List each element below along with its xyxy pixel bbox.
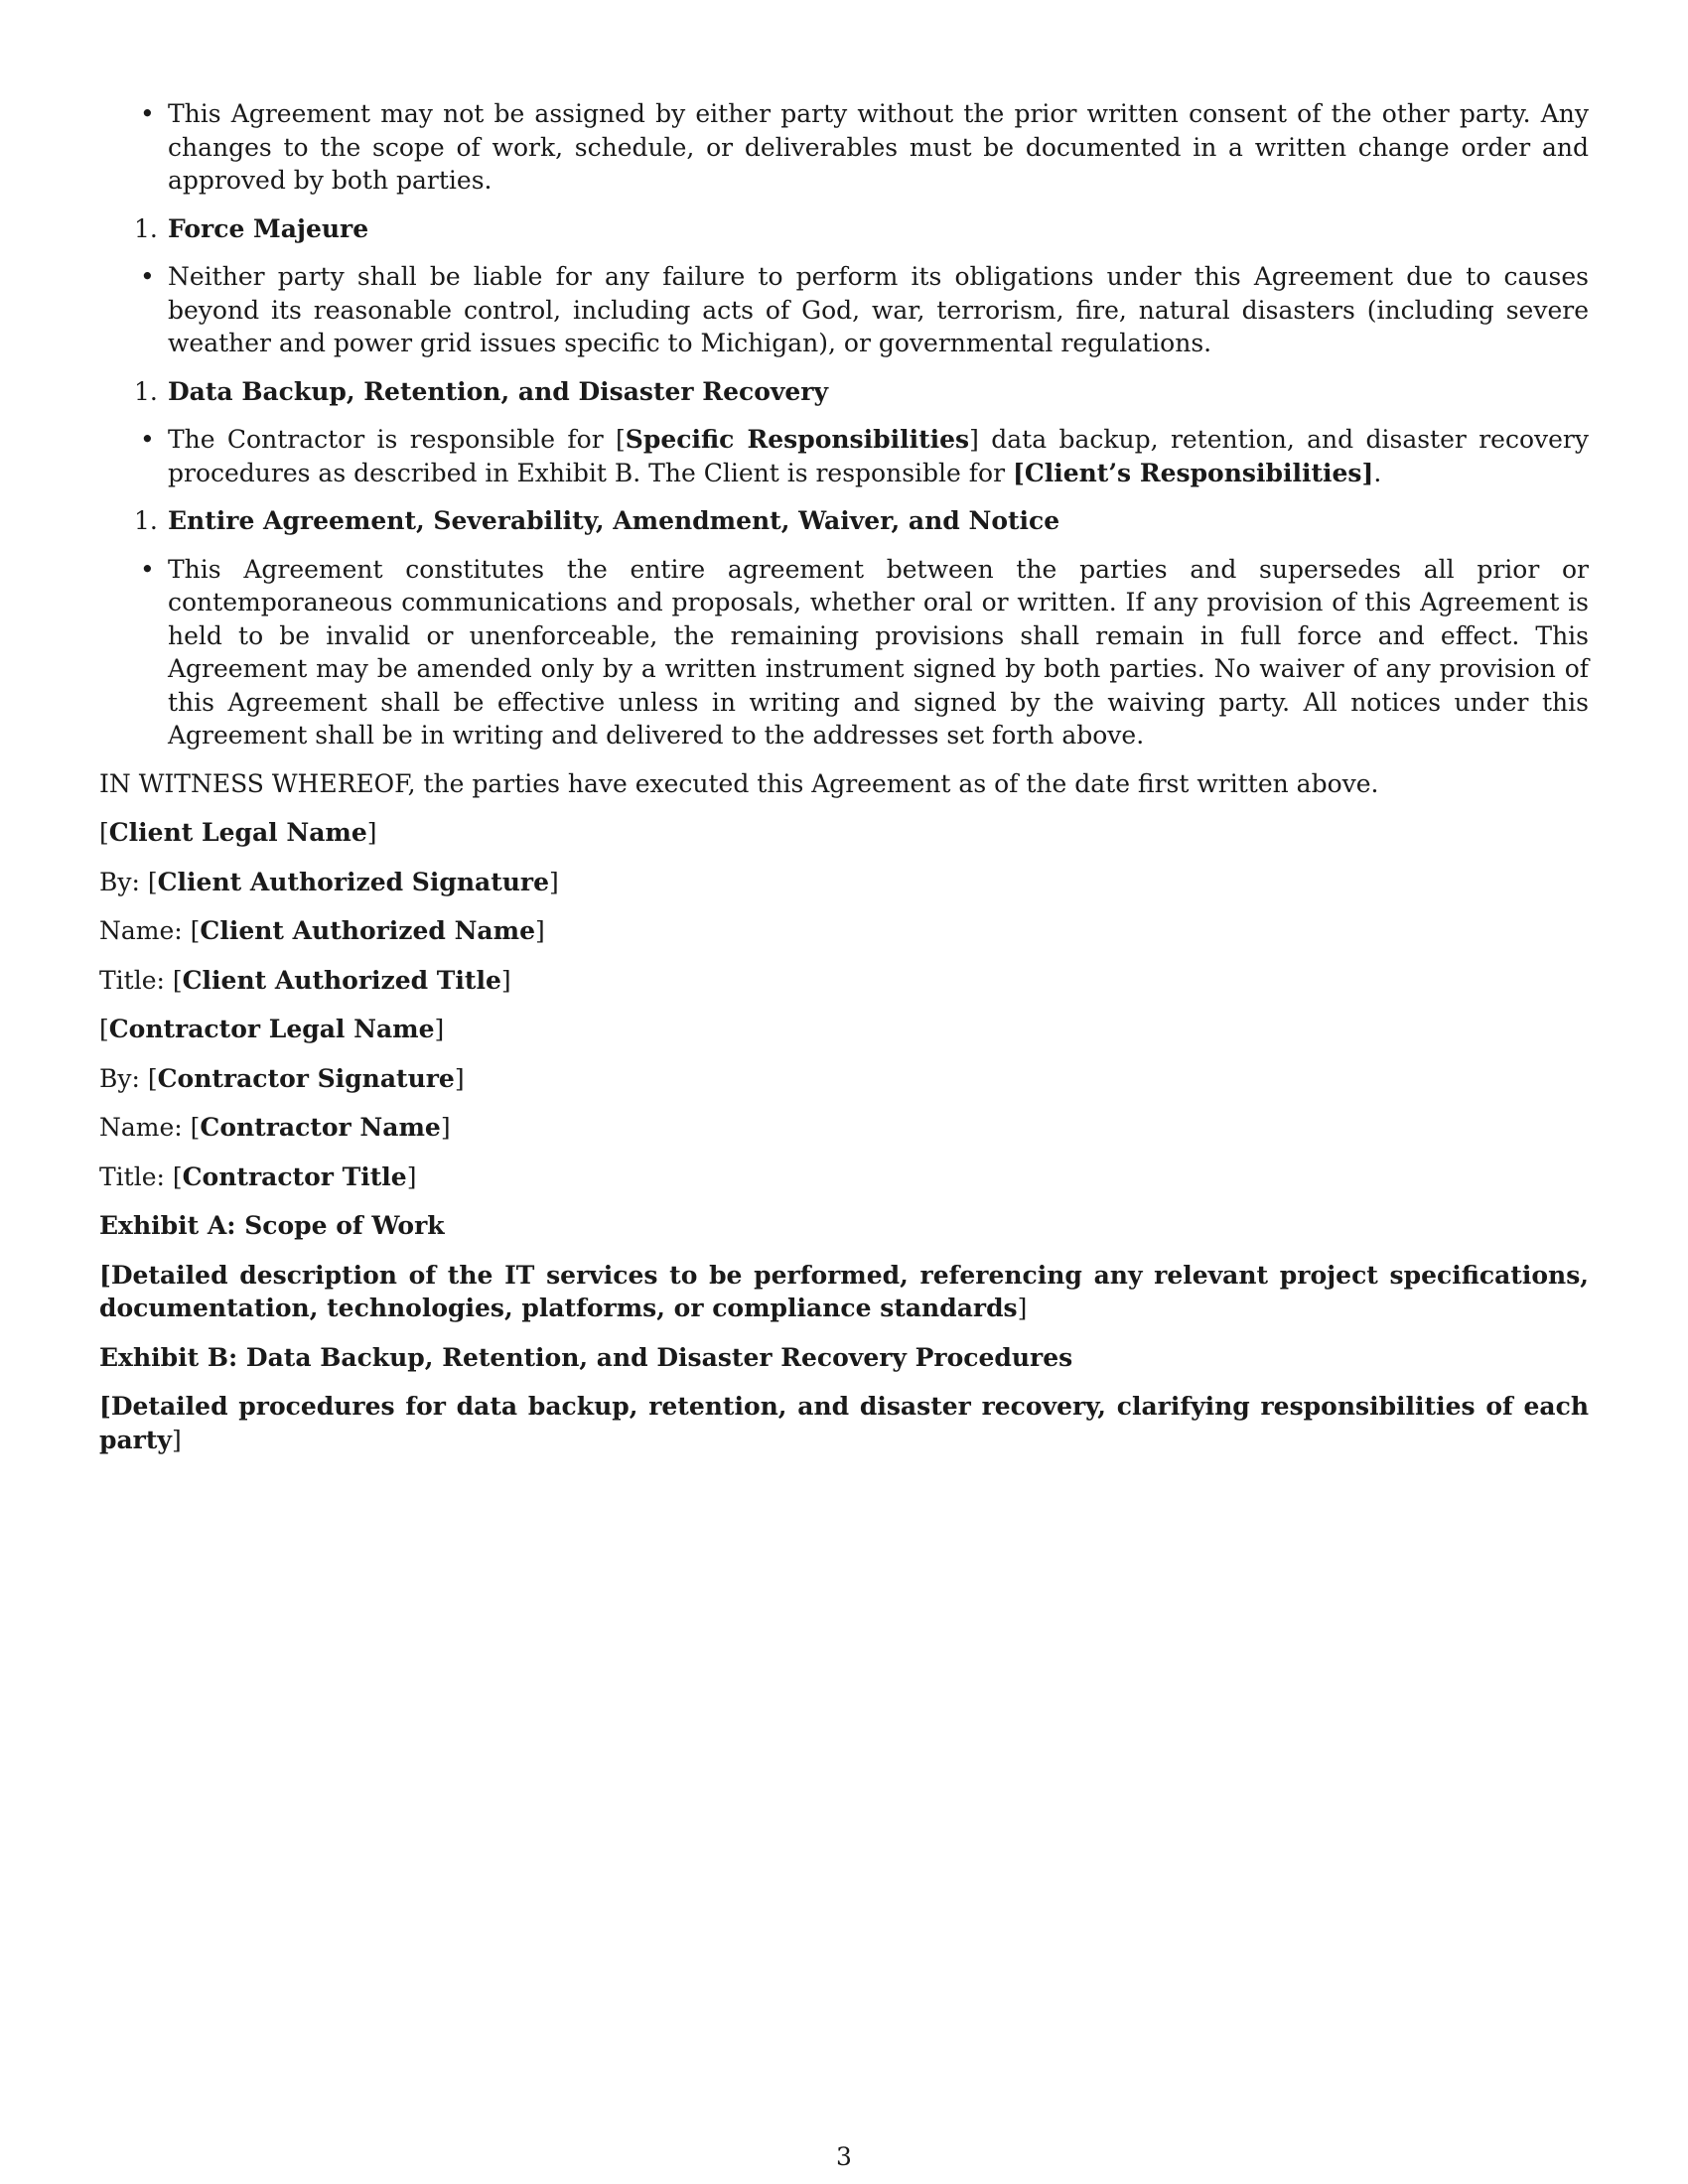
contractor-legal-name xyxy=(99,1013,1589,1046)
bracket-open: [ xyxy=(190,1113,201,1142)
contractor-name-value: Contractor Name xyxy=(200,1113,441,1142)
data-backup-text-1: The Contractor is responsible for [ xyxy=(168,425,626,454)
heading-text: Force Majeure xyxy=(168,213,369,243)
bracket-close: ] xyxy=(366,818,377,847)
client-legal-name xyxy=(99,816,1589,850)
title-label: Title: xyxy=(99,965,173,995)
bullet-mark: • xyxy=(140,554,155,584)
page-number: 3 xyxy=(836,2142,852,2171)
force-majeure-text: Neither party shall be liable for any failure to perform its obligations under this Agreement due to causes beyond its reasonable control, including acts of God, war, terrorism, fire, natural disasters (including severe weather and power grid issues specific to Michigan), or governmental regulations. xyxy=(168,262,1589,357)
witness-statement: IN WITNESS WHEREOF, the parties have executed this Agreement as of the date first written above. xyxy=(99,768,1379,798)
bracket-open: [ xyxy=(99,1392,111,1421)
client-title-line xyxy=(99,964,1589,998)
data-backup-text-2: ] data backup, retention, and disaster recovery procedures as described in Exhibit B. The Client is responsible for xyxy=(168,425,1590,487)
list-number: 1. xyxy=(134,376,158,406)
bracket-open: [ xyxy=(172,965,183,995)
exhibit-a-body-text: Detailed description of the IT services to be performed, referencing any relevant project specifications, documentation, technologies, platforms, or compliance standards xyxy=(99,1260,1589,1322)
client-signature-value: Client Authorized Signature xyxy=(157,867,550,896)
client-title-value: Client Authorized Title xyxy=(182,965,501,995)
bracket-close: ] xyxy=(440,1113,451,1142)
entire-agreement-heading xyxy=(99,504,1589,538)
bracket-close: ] xyxy=(1017,1294,1028,1322)
contractor-title-line xyxy=(99,1160,1589,1194)
client-name-value: Client Authorized Name xyxy=(200,916,535,945)
bracket-open: [ xyxy=(147,1063,158,1093)
bracket-open: [ xyxy=(190,916,201,945)
list-number: 1. xyxy=(134,506,158,535)
bullet-mark: • xyxy=(140,99,155,128)
data-backup-heading xyxy=(99,375,1589,409)
bracket-close: ] xyxy=(549,867,559,896)
exhibit-a-body xyxy=(99,1259,1589,1325)
data-backup-clause xyxy=(99,423,1589,489)
force-majeure-heading xyxy=(99,212,1589,246)
data-backup-text-3: . xyxy=(1373,458,1382,487)
entire-agreement-text: This Agreement constitutes the entire agreement between the parties and supersedes all prior or contemporaneous communications and proposals, whether oral or written. If any provision of this Agreement is held to be invalid or unenforceable, the remaining provisions shall remain in full force and effect. This Agreement may be amended only by a written instrument signed by both parties. No waiver of any provision of this Agreement shall be effective unless in writing and signed by the waiving party. All notices under this Agreement shall be in writing and delivered to the addresses set forth above. xyxy=(168,554,1589,750)
document-page xyxy=(99,97,1589,1472)
contractor-legal-name-value: Contractor Legal Name xyxy=(108,1015,435,1043)
client-legal-name-value: Client Legal Name xyxy=(108,818,367,847)
bracket-open: [ xyxy=(99,818,109,847)
by-label: By: xyxy=(99,1063,148,1093)
entire-agreement-clause xyxy=(99,553,1589,752)
exhibit-a-heading: Exhibit A: Scope of Work xyxy=(99,1211,445,1240)
contractor-name-line xyxy=(99,1111,1589,1145)
contractor-title-value: Contractor Title xyxy=(182,1161,407,1191)
client-name-line xyxy=(99,914,1589,948)
name-label: Name: xyxy=(99,1113,191,1142)
exhibit-b-body-text: Detailed procedures for data backup, retention, and disaster recovery, clarifying responsibilities of each party xyxy=(99,1392,1589,1454)
heading-text: Entire Agreement, Severability, Amendment, Waiver, and Notice xyxy=(168,506,1060,535)
name-label: Name: xyxy=(99,916,191,945)
bracket-open: [ xyxy=(99,1260,111,1290)
bracket-open: [ xyxy=(99,1015,109,1043)
force-majeure-clause xyxy=(99,260,1589,360)
list-number: 1. xyxy=(134,213,158,243)
client-by-line xyxy=(99,866,1589,899)
contractor-signature-value: Contractor Signature xyxy=(157,1063,455,1093)
client-responsibilities-placeholder: [Client’s Responsibilities] xyxy=(1012,458,1374,487)
assignment-clause xyxy=(99,97,1589,198)
bracket-close: ] xyxy=(434,1015,445,1043)
bracket-close: ] xyxy=(454,1063,465,1093)
heading-text: Data Backup, Retention, and Disaster Recovery xyxy=(168,376,829,406)
exhibit-b-heading: Exhibit B: Data Backup, Retention, and Disaster Recovery Procedures xyxy=(99,1342,1073,1372)
bracket-close: ] xyxy=(406,1161,417,1191)
by-label: By: xyxy=(99,867,148,896)
exhibit-b-body xyxy=(99,1390,1589,1456)
assignment-text: This Agreement may not be assigned by either party without the prior written consent of the other party. Any changes to the scope of work, schedule, or deliverables must be documented in a written change order and approved by both parties. xyxy=(168,99,1589,195)
bracket-open: [ xyxy=(172,1161,183,1191)
bracket-close: ] xyxy=(500,965,511,995)
title-label: Title: xyxy=(99,1161,173,1191)
bracket-close: ] xyxy=(534,916,545,945)
specific-responsibilities-placeholder: Specific Responsibilities xyxy=(625,425,970,454)
bullet-mark: • xyxy=(140,262,155,291)
bullet-mark: • xyxy=(140,425,155,454)
bracket-close: ] xyxy=(171,1425,182,1454)
contractor-by-line xyxy=(99,1062,1589,1096)
bracket-open: [ xyxy=(147,867,158,896)
